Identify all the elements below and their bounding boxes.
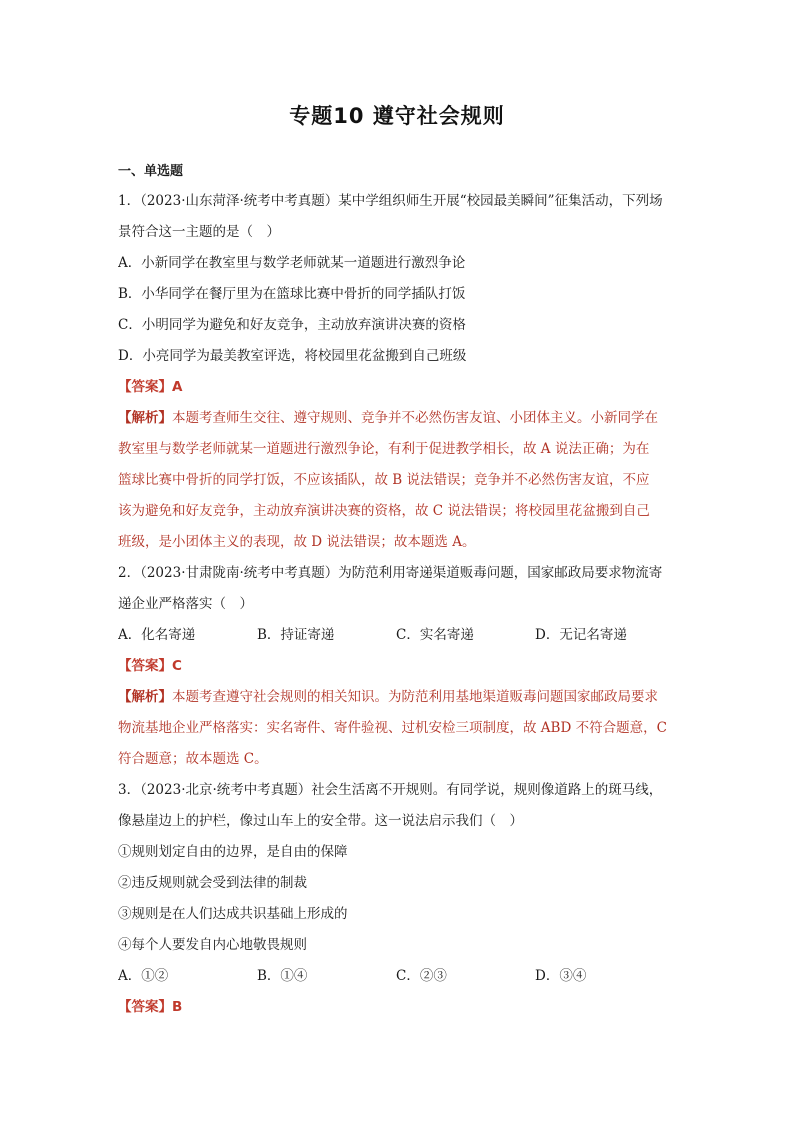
q2-answer: 【答案】C xyxy=(118,658,182,674)
q1-option-a: A．小新同学在教室里与数学老师就某一道题进行激烈争论 xyxy=(118,255,466,271)
q1-explanation-line-1 xyxy=(118,403,690,434)
q3-option-d: D．③④ xyxy=(535,968,587,984)
q2-option-c: C．实名寄递 xyxy=(396,627,474,643)
q3-stem-line-2: 像悬崖边上的护栏，像过山车上的安全带。这一说法启示我们（ ） xyxy=(118,813,523,829)
q1-explanation-text-1: 本题考查师生交往、遵守规则、竞争并不必然伤害友谊、小团体主义。小新同学在 xyxy=(172,410,658,426)
page-title: 专题10 遵守社会规则 xyxy=(289,104,505,128)
q3-option-a: A．①② xyxy=(118,968,169,984)
q1-explanation-tag: 【解析】 xyxy=(118,410,172,426)
q3-options xyxy=(118,961,690,992)
q1-option-d: D．小亮同学为最美教室评选，将校园里花盆搬到自己班级 xyxy=(118,348,467,364)
question-list xyxy=(118,186,690,1023)
q3-answer: 【答案】B xyxy=(118,999,183,1015)
q2-stem-line-1: 2．（2023·甘肃陇南·统考中考真题）为防范利用寄递渠道贩毒问题，国家邮政局要求物流寄 xyxy=(118,565,663,581)
q3-option-b: B．①④ xyxy=(257,968,308,984)
q1-stem-line-2: 景符合这一主题的是（ ） xyxy=(118,224,280,240)
q1-explanation-line-5: 班级，是小团体主义的表现，故 D 说法错误；故本题选 A。 xyxy=(118,534,476,550)
q3-option-c: C．②③ xyxy=(396,968,447,984)
q2-explanation-line-1 xyxy=(118,682,690,713)
q2-option-b: B．持证寄递 xyxy=(257,627,335,643)
section-heading: 一、单选题 xyxy=(118,164,184,179)
q2-explanation-tag: 【解析】 xyxy=(118,689,172,705)
q1-answer: 【答案】A xyxy=(118,379,183,395)
q3-stem-line-1: 3．（2023·北京·统考中考真题）社会生活离不开规则。有同学说，规则像道路上的斑马线， xyxy=(118,782,663,798)
q2-explanation-line-3: 符合题意；故本题选 C。 xyxy=(118,751,268,767)
q1-explanation-line-4: 该为避免和好友竞争，主动放弃演讲决赛的资格，故 C 说法错误；将校园里花盆搬到自己 xyxy=(118,503,650,519)
q1-option-b: B．小华同学在餐厅里为在篮球比赛中骨折的同学插队打饭 xyxy=(118,286,466,302)
q1-option-c: C．小明同学为避免和好友竞争，主动放弃演讲决赛的资格 xyxy=(118,317,466,333)
q2-explanation-text-1: 本题考查遵守社会规则的相关知识。为防范利用基地渠道贩毒问题国家邮政局要求 xyxy=(172,689,658,705)
q1-explanation-line-3: 篮球比赛中骨折的同学打饭，不应该插队，故 B 说法错误；竞争并不必然伤害友谊，不应 xyxy=(118,472,650,488)
q3-statement-4: ④每个人要发自内心地敬畏规则 xyxy=(118,937,307,953)
q3-statement-2: ②违反规则就会受到法律的制裁 xyxy=(118,875,307,891)
q2-option-a: A．化名寄递 xyxy=(118,627,196,643)
q3-statement-1: ①规则划定自由的边界，是自由的保障 xyxy=(118,844,348,860)
q2-explanation-line-2: 物流基地企业严格落实：实名寄件、寄件验视、过机安检三项制度，故 ABD 不符合题意，C xyxy=(118,720,667,736)
q2-option-d: D．无记名寄递 xyxy=(535,627,627,643)
q3-statement-3: ③规则是在人们达成共识基础上形成的 xyxy=(118,906,348,922)
q1-explanation-line-2: 教室里与数学老师就某一道题进行激烈争论，有利于促进教学相长，故 A 说法正确；为在 xyxy=(118,441,650,457)
q1-stem-line-1: 1．（2023·山东菏泽·统考中考真题）某中学组织师生开展“校园最美瞬间”征集活动，下列场 xyxy=(118,193,663,209)
q2-options xyxy=(118,620,690,651)
q2-stem-line-2: 递企业严格落实（ ） xyxy=(118,596,253,612)
